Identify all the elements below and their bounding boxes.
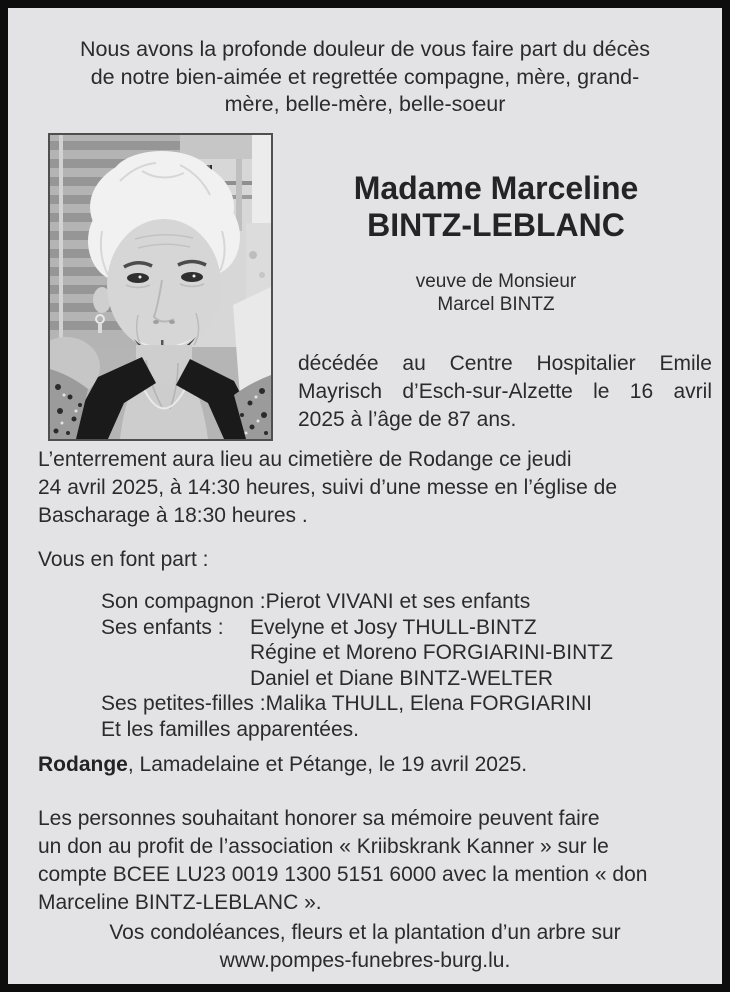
website-url: www.pompes-funebres-burg.lu. [219,949,511,972]
donation-line: un don au profit de l’association « Kriibskrank Kanner » sur le [38,835,609,858]
donation-line: Marceline BINTZ-LEBLANC ». [38,891,322,914]
family-label: Ses petites-filles : [101,692,266,715]
death-info-line: Mayrisch d’Esch-sur-Alzette le 16 avril [298,380,712,403]
donation-info [38,805,723,917]
condolences-note [8,919,722,975]
widow-subtitle [280,270,712,316]
deceased-name-line2: BINTZ-LEBLANC [367,207,625,243]
intro-line: Nous avons la profonde douleur de vous faire part du décès [79,37,651,61]
deceased-name-line1: Madame Marceline [353,170,639,206]
portrait-photo [48,133,273,441]
death-info-line: décédée au Centre Hospitalier Emile [298,352,712,375]
intro-text [8,36,722,119]
funeral-line: Bascharage à 18:30 heures . [38,504,308,527]
widow-line2: Marcel BINTZ [437,294,555,315]
family-label: Son compagnon : [101,590,266,613]
announcement-label: Vous en font part : [38,548,209,571]
condolences-line: Vos condoléances, fleurs et la plantation d’un arbre sur [109,921,621,944]
family-row [101,640,613,666]
donation-line: Les personnes souhaitant honorer sa mémoire peuvent faire [38,807,600,830]
family-label [101,666,250,692]
family-value: Régine et Moreno FORGIARINI-BINTZ [250,641,613,664]
funeral-line: 24 avril 2025, à 14:30 heures, suivi d’une messe en l’église de [38,476,618,499]
intro-line: de notre bien-aimée et regrettée compagne, mère, grand- [90,64,640,89]
family-value: Daniel et Diane BINTZ-WELTER [250,666,554,690]
family-row [101,666,613,692]
donation-line: compte BCEE LU23 0019 1300 5151 6000 avec la mention « don [38,863,648,886]
portrait-photo-graphic [50,135,271,439]
death-info-line: 2025 à l’âge de 87 ans. [298,408,517,431]
dateline-place: Rodange [38,753,128,776]
family-value: Pierot VIVANI et ses enfants [265,590,531,613]
family-row [101,589,613,615]
deceased-name [280,170,712,244]
funeral-info [38,446,718,530]
family-row [101,615,613,641]
family-value: Evelyne et Josy THULL-BINTZ [250,615,537,639]
family-label: Ses enfants : [101,615,224,639]
funeral-line: L’enterrement aura lieu au cimetière de Rodange ce jeudi [38,448,572,471]
widow-line1: veuve de Monsieur [415,271,577,292]
death-info [298,350,712,434]
family-label [101,640,250,666]
family-value: Malika THULL, Elena FORGIARINI [265,692,592,715]
family-row [101,691,613,717]
intro-line: mère, belle-mère, belle-soeur [224,92,506,116]
dateline [38,753,527,777]
family-closing: Et les familles apparentées. [101,717,359,741]
dateline-rest: , Lamadelaine et Pétange, le 19 avril 2025. [127,753,528,776]
family-list [101,589,613,742]
